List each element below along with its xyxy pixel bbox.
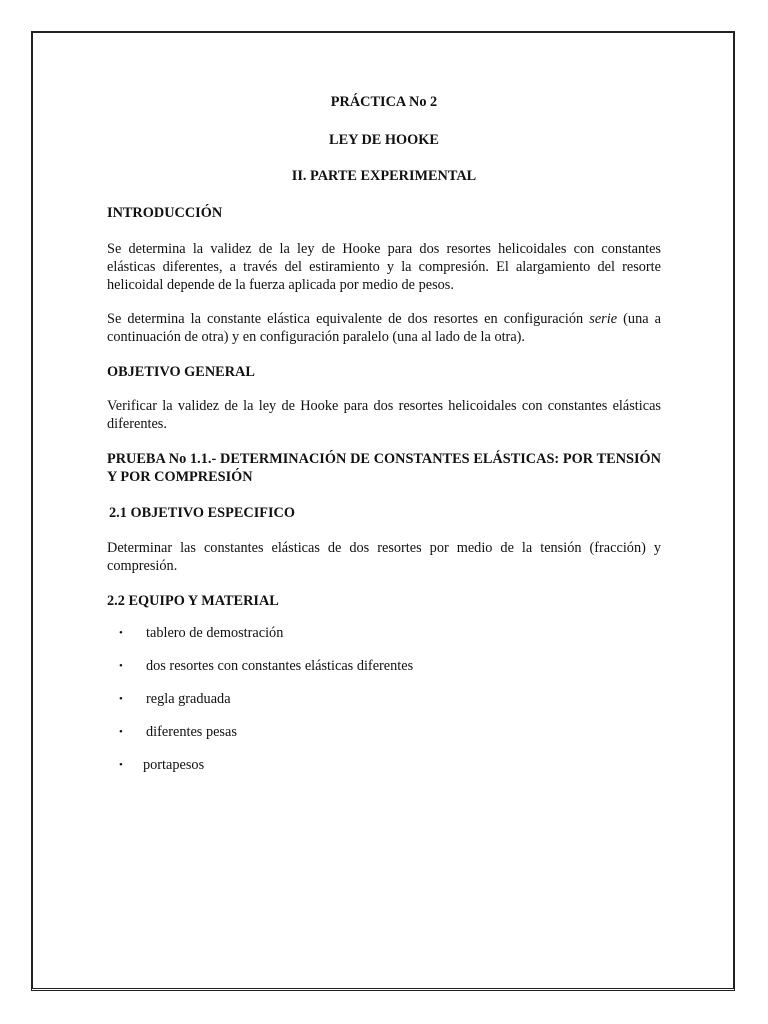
general-objective-paragraph: Verificar la validez de la ley de Hooke para dos resortes helicoidales con constantes elásticas diferentes. (107, 398, 661, 432)
equipment-item-label: diferentes pesas (146, 724, 237, 740)
list-item (107, 756, 661, 774)
list-item (107, 624, 661, 642)
specific-objective-paragraph: Determinar las constantes elásticas de dos resortes por medio de la tensión (fracción) y compresión. (107, 540, 661, 574)
practice-title: PRÁCTICA No 2 (330, 94, 438, 110)
bullet-icon: • (119, 660, 123, 672)
equipment-item-label: portapesos (143, 757, 205, 773)
law-title: LEY DE HOOKE (329, 132, 439, 148)
serie-italic-word: serie (589, 311, 618, 327)
list-item (107, 657, 661, 675)
document-body (107, 93, 661, 789)
equipment-heading: 2.2 EQUIPO Y MATERIAL (107, 593, 279, 609)
equipment-list (107, 624, 661, 774)
bullet-icon: • (119, 693, 123, 705)
specific-objective-heading: 2.1 OBJETIVO ESPECIFICO (109, 505, 296, 521)
equipment-item-label: regla graduada (146, 691, 231, 707)
bullet-icon: • (119, 759, 123, 771)
introduction-heading: INTRODUCCIÓN (107, 205, 223, 221)
list-item (107, 690, 661, 708)
equipment-item-label: dos resortes con constantes elásticas diferentes (146, 658, 414, 674)
introduction-paragraph-2 (107, 310, 661, 346)
introduction-paragraph-2-end: (una a continuación de otra) y en configuración paralelo (una al lado de la otra). (107, 311, 661, 345)
equipment-item-label: tablero de demostración (146, 625, 284, 641)
section-title: II. PARTE EXPERIMENTAL (291, 168, 477, 184)
list-item (107, 723, 661, 741)
test-heading: PRUEBA No 1.1.- DETERMINACIÓN DE CONSTANTES ELÁSTICAS: POR TENSIÓN Y POR COMPRESIÓN (107, 451, 661, 485)
bullet-icon: • (119, 726, 123, 738)
bullet-icon: • (119, 627, 123, 639)
introduction-paragraph-2-start: Se determina la constante elástica equivalente de dos resortes en configuración (107, 311, 590, 327)
introduction-paragraph-1: Se determina la validez de la ley de Hooke para dos resortes helicoidales con constantes elásticas diferentes, a través del estiramiento y la compresión. El alargamiento del resorte helicoidal depende de la fuerza aplicada por medio de pesos. (107, 241, 661, 293)
general-objective-heading: OBJETIVO GENERAL (107, 364, 255, 380)
